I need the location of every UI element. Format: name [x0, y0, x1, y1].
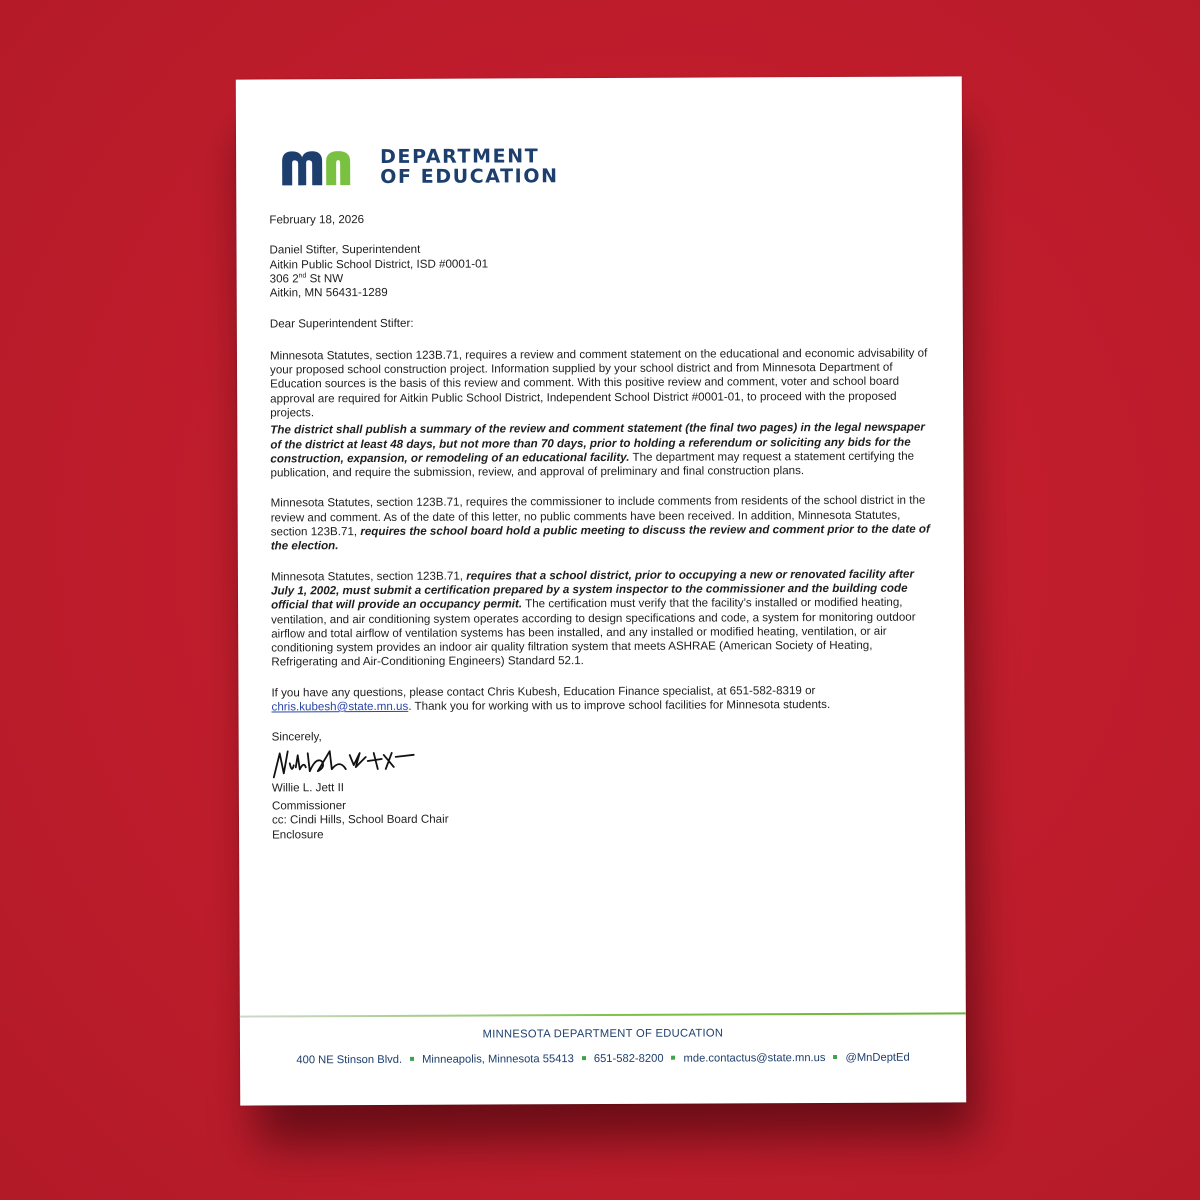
signer-title: Commissioner: [271, 799, 347, 813]
paragraph-1: Minnesota Statutes, section 123B.71, requires a review and comment statement on the educational and economic advisability of your proposed school construction project. Information supplied by your school district and from Minnesota Department of Education sources is the basis of this review and comment. With this positive review and comment, voter and school board approval are required for Aitkin Public School District, Independent School District #0001-01, to proceed with the proposed projects.: [269, 346, 928, 420]
paragraph-4-text-start: Minnesota Statutes, section 123B.71,: [270, 569, 467, 584]
recipient-district: Aitkin Public School District, ISD #0001-01: [269, 257, 489, 272]
paragraph-3: [271, 494, 931, 554]
contact-email-link[interactable]: chris.kubesh@state.mn.us: [271, 699, 409, 714]
mn-logo-icon: [278, 147, 370, 187]
signature-icon: [270, 746, 420, 781]
paragraph-2-emphasis: The district shall publish a summary of the review and comment statement (the final two pages) in the legal newspaper of the district at least 48 days, but not more than 70 days, prior to holding a referendum or soliciting any bids for the construction, expansion, or remodeling of an educational facility.: [270, 420, 925, 466]
paragraph-4: [271, 567, 931, 670]
footer-org-name: MINNESOTA DEPARTMENT OF EDUCATION: [482, 1027, 724, 1041]
salutation: Dear Superintendent Stifter:: [269, 317, 414, 331]
cc-line: cc: Cindi Hills, School Board Chair: [271, 812, 449, 827]
paragraph-5-text-start: If you have any questions, please contact Chris Kubesh, Education Finance specialist, at 651-582-8319 or: [271, 683, 816, 700]
footer-city: Minneapolis, Minnesota 55413: [422, 1053, 574, 1066]
letter-body: [269, 211, 932, 843]
paragraph-5: [271, 683, 931, 714]
logo-line-1: DEPARTMENT: [380, 145, 540, 168]
bullet-icon: [582, 1056, 586, 1060]
street-ordinal: nd: [298, 272, 307, 280]
letter-date: February 18, 2026: [269, 213, 365, 227]
paragraph-3-emphasis: requires the school board hold a public meeting to discuss the review and comment prior to the date of the election.: [270, 522, 930, 553]
closing: Sincerely,: [271, 730, 322, 744]
footer-divider: [240, 1012, 966, 1017]
bullet-icon: [833, 1055, 837, 1059]
footer-social: @MnDeptEd: [845, 1051, 910, 1064]
signer-name: Willie L. Jett II: [271, 780, 345, 795]
recipient-city: Aitkin, MN 56431-1289: [269, 286, 388, 300]
bullet-icon: [410, 1057, 414, 1061]
bullet-icon: [672, 1056, 676, 1060]
logo-line-2: OF EDUCATION: [380, 165, 559, 188]
footer-address: 400 NE Stinson Blvd.: [296, 1053, 403, 1067]
paragraph-2: [270, 421, 930, 481]
paragraph-4-text-end: The certification must verify that the facility’s installed or modified heating, ventilation, and air conditioning system operates according to design specifications and code, a system for monitoring outdoor airflow and total airflow of ventilation systems has been installed, and any installed or modified heating, ventilation, or air conditioning system provides an indoor air quality filtration system that meets ASHRAE (American Society of Heating, Refrigerating and Air-Conditioning Engineers) Standard 52.1.: [271, 595, 916, 669]
paragraph-2-text: The department may request a statement certifying the publication, and require the submission, review, and approval of preliminary and final construction plans.: [270, 449, 915, 480]
footer-email: mde.contactus@state.mn.us: [683, 1052, 826, 1065]
recipient-address: [269, 241, 929, 301]
enclosure-line: Enclosure: [272, 827, 324, 841]
recipient-name: Daniel Stifter, Superintendent: [269, 243, 421, 257]
logo-wordmark: [380, 146, 559, 187]
footer-phone: 651-582-8200: [593, 1052, 664, 1066]
street-number: 306 2: [269, 272, 299, 286]
mde-logo: [278, 146, 559, 187]
paragraph-5-text-end: . Thank you for working with us to improve school facilities for Minnesota students.: [408, 698, 831, 713]
footer-contacts: [240, 1051, 966, 1066]
street-name: St NW: [306, 272, 344, 286]
paragraph-4-emphasis: requires that a school district, prior to occupying a new or renovated facility after July 1, 2002, must submit a certification prepared by a system inspector to the commissioner and the building code official that will provide an occupancy permit.: [270, 567, 915, 612]
letter-page: [236, 76, 966, 1105]
paragraph-3-text: Minnesota Statutes, section 123B.71, requires the commissioner to include comments from residents of the school district in the review and comment. As of the date of this letter, no public comments have been received. In addition, Minnesota Statutes, section 123B.71,: [270, 494, 926, 539]
